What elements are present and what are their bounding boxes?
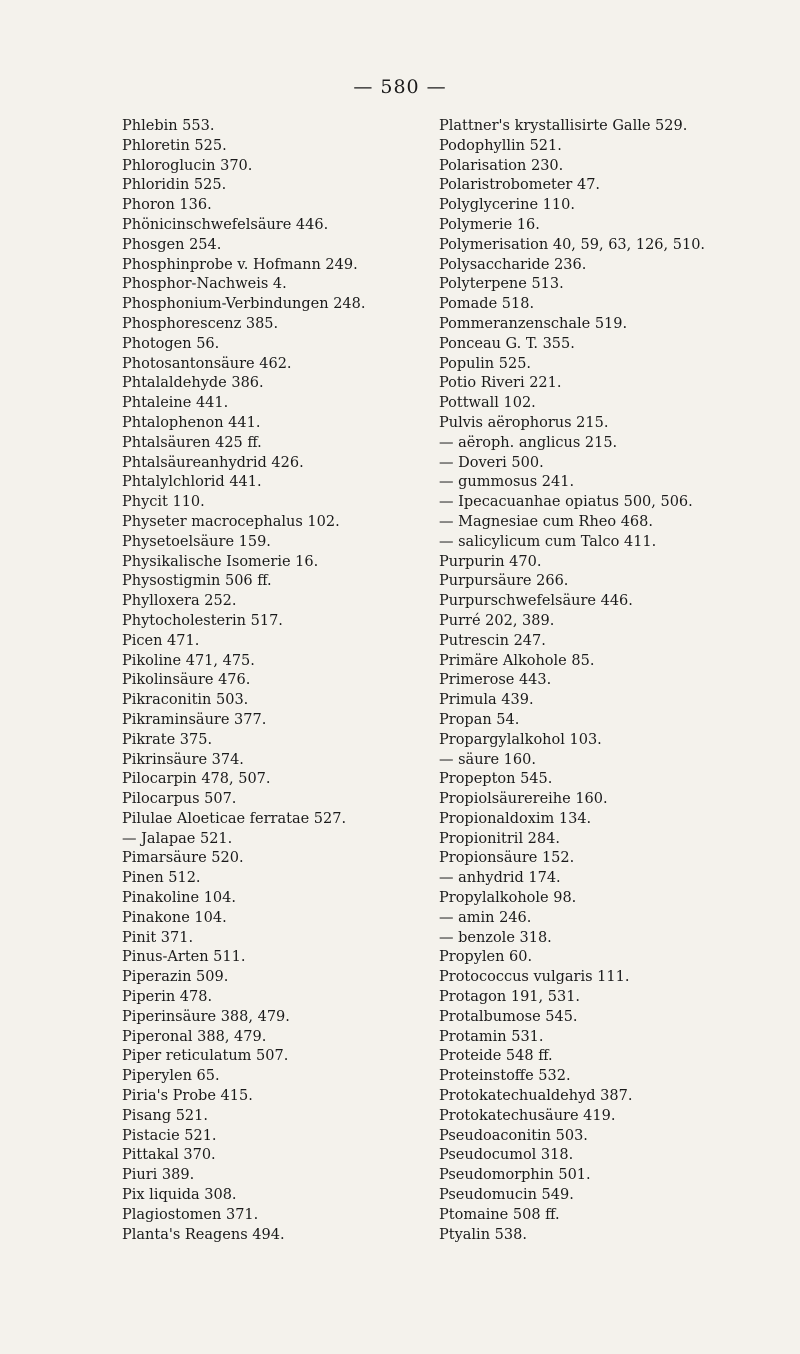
index-entry: Pikraconitin 503. xyxy=(122,692,249,709)
index-entry: Phtalaldehyde 386. xyxy=(122,375,264,392)
index-entry: Pseudomorphin 501. xyxy=(439,1167,591,1184)
index-entry: Primerose 443. xyxy=(439,672,552,689)
index-entry: Polysaccharide 236. xyxy=(439,256,587,273)
index-entry: Pittakal 370. xyxy=(122,1147,216,1164)
index-entry: Propylalkohole 98. xyxy=(439,890,577,907)
index-entry: Phosphonium-Verbindungen 248. xyxy=(122,296,366,313)
index-entry: Piperinsäure 388, 479. xyxy=(122,1008,290,1025)
index-entry: Purré 202, 389. xyxy=(439,612,555,629)
index-entry: Pottwall 102. xyxy=(439,395,536,412)
index-entry: Pistacie 521. xyxy=(122,1127,217,1144)
index-entry: Pilocarpus 507. xyxy=(122,791,237,808)
index-entry: Piper reticulatum 507. xyxy=(122,1048,289,1065)
index-entry: Pomade 518. xyxy=(439,296,535,313)
index-entry: Phytocholesterin 517. xyxy=(122,612,283,629)
index-entry: Pisang 521. xyxy=(122,1107,208,1124)
index-entry: Pseudoaconitin 503. xyxy=(439,1127,588,1144)
index-entry: Pseudomucin 549. xyxy=(439,1187,574,1204)
index-entry: Protokatechusäure 419. xyxy=(439,1107,616,1124)
index-entry: Phtalophenon 441. xyxy=(122,414,261,431)
index-entry: — gummosus 241. xyxy=(439,474,575,491)
index-entry: Propionitril 284. xyxy=(439,830,560,847)
index-entry: Potio Riveri 221. xyxy=(439,375,562,392)
index-entry: Polarisation 230. xyxy=(439,157,564,174)
index-entry: Piperylen 65. xyxy=(122,1068,220,1085)
index-entry: Pikrate 375. xyxy=(122,731,213,748)
index-entry: Phosphorescenz 385. xyxy=(122,315,279,332)
index-entry: Pinakoline 104. xyxy=(122,890,236,907)
index-column-left xyxy=(122,117,422,1245)
index-entry: — salicylicum cum Talco 411. xyxy=(439,533,657,550)
index-entry: Pseudocumol 318. xyxy=(439,1147,574,1164)
index-entry: Pinen 512. xyxy=(122,870,201,887)
index-entry: — säure 160. xyxy=(439,751,536,768)
index-entry: Protagon 191, 531. xyxy=(439,989,581,1006)
index-entry: — Jalapae 521. xyxy=(122,830,233,847)
index-entry: Ptomaine 508 ff. xyxy=(439,1206,560,1223)
index-entry: Phycit 110. xyxy=(122,494,205,511)
index-entry: Physostigmin 506 ff. xyxy=(122,573,272,590)
index-entry: Pilocarpin 478, 507. xyxy=(122,771,271,788)
index-entry: Purpurin 470. xyxy=(439,553,542,570)
index-entry: Phlebin 553. xyxy=(122,118,215,134)
index-entry: Propepton 545. xyxy=(439,771,553,788)
index-entry: Piperin 478. xyxy=(122,989,213,1006)
index-entry: Pinakone 104. xyxy=(122,909,227,926)
index-entry: Propionsäure 152. xyxy=(439,850,575,867)
index-entry: Phloretin 525. xyxy=(122,137,227,154)
index-entry: Propionaldoxim 134. xyxy=(439,810,592,827)
index-entry: Pulvis aërophorus 215. xyxy=(439,414,609,431)
index-entry: — amin 246. xyxy=(439,909,532,926)
index-entry: Physeter macrocephalus 102. xyxy=(122,513,340,530)
index-entry: — Ipecacuanhae opiatus 500, 506. xyxy=(439,494,693,511)
index-entry: Protamin 531. xyxy=(439,1028,544,1045)
index-entry: Phoron 136. xyxy=(122,197,212,214)
index-entry: Plattner's krystallisirte Galle 529. xyxy=(439,118,688,134)
index-entry: Pikolinsäure 476. xyxy=(122,672,251,689)
index-entry: Propiolsäurereihe 160. xyxy=(439,791,608,808)
index-entry: Piperonal 388, 479. xyxy=(122,1028,267,1045)
index-entry: — aëroph. anglicus 215. xyxy=(439,434,618,451)
index-entry: Pinit 371. xyxy=(122,929,194,946)
index-entry: — Doveri 500. xyxy=(439,454,544,471)
index-entry: Polymerisation 40, 59, 63, 126, 510. xyxy=(439,236,706,253)
index-entry: Purpursäure 266. xyxy=(439,573,569,590)
index-entry: Picen 471. xyxy=(122,632,200,649)
index-entry: Piuri 389. xyxy=(122,1167,195,1184)
index-entry: Phloridin 525. xyxy=(122,177,227,194)
index-entry: Propargylalkohol 103. xyxy=(439,731,602,748)
index-entry: Pimarsäure 520. xyxy=(122,850,244,867)
index-entry: Primäre Alkohole 85. xyxy=(439,652,595,669)
index-entry: Proteinstoffe 532. xyxy=(439,1068,571,1085)
index-entry: Primula 439. xyxy=(439,692,534,709)
index-entry: Pommeranzenschale 519. xyxy=(439,315,628,332)
index-entry: Polaristrobometer 47. xyxy=(439,177,601,194)
index-entry: Ponceau G. T. 355. xyxy=(439,335,575,352)
index-entry: Piria's Probe 415. xyxy=(122,1088,253,1105)
index-entry: Phosphor-Nachweis 4. xyxy=(122,276,287,293)
index-entry: — Magnesiae cum Rheo 468. xyxy=(439,513,653,530)
index-entry: Protococcus vulgaris 111. xyxy=(439,969,630,986)
index-entry: Protokatechualdehyd 387. xyxy=(439,1088,633,1105)
index-entry: Ptyalin 538. xyxy=(439,1226,527,1243)
index-entry: Polymerie 16. xyxy=(439,216,540,233)
index-entry: Phosphinprobe v. Hofmann 249. xyxy=(122,256,358,273)
index-entry: Propan 54. xyxy=(439,711,520,728)
index-entry: Phtaleine 441. xyxy=(122,395,229,412)
index-entry: Proteide 548 ff. xyxy=(439,1048,553,1065)
index-entry: Pinus-Arten 511. xyxy=(122,949,246,966)
index-entry: Physetoelsäure 159. xyxy=(122,533,271,550)
index-entry: — anhydrid 174. xyxy=(439,870,561,887)
index-entry: Polyglycerine 110. xyxy=(439,197,575,214)
index-entry: Populin 525. xyxy=(439,355,532,372)
index-entry: Phloroglucin 370. xyxy=(122,157,253,174)
index-entry: Phylloxera 252. xyxy=(122,593,237,610)
index-entry: Piperazin 509. xyxy=(122,969,229,986)
index-entry: Photogen 56. xyxy=(122,335,220,352)
index-column-right xyxy=(439,117,759,1245)
index-entry: Pikraminsäure 377. xyxy=(122,711,267,728)
index-entry: Purpurschwefelsäure 446. xyxy=(439,593,633,610)
index-entry: — benzole 318. xyxy=(439,929,552,946)
index-entry: Phtalylchlorid 441. xyxy=(122,474,262,491)
index-entry: Pilulae Aloeticae ferratae 527. xyxy=(122,810,347,827)
index-entry: Plagiostomen 371. xyxy=(122,1206,259,1223)
index-entry: Planta's Reagens 494. xyxy=(122,1226,285,1243)
index-entry: Pikoline 471, 475. xyxy=(122,652,255,669)
index-entry: Physikalische Isomerie 16. xyxy=(122,553,319,570)
index-entry: Pikrinsäure 374. xyxy=(122,751,244,768)
index-entry: Phosgen 254. xyxy=(122,236,222,253)
index-entry: Protalbumose 545. xyxy=(439,1008,578,1025)
index-entry: Phtalsäureanhydrid 426. xyxy=(122,454,304,471)
index-entry: Phtalsäuren 425 ff. xyxy=(122,434,262,451)
index-entry: Polyterpene 513. xyxy=(439,276,564,293)
index-entry: Pix liquida 308. xyxy=(122,1187,237,1204)
index-entry: Podophyllin 521. xyxy=(439,137,562,154)
index-entry: Propylen 60. xyxy=(439,949,533,966)
index-entry: Phönicinschwefelsäure 446. xyxy=(122,216,329,233)
index-entry: Putrescin 247. xyxy=(439,632,546,649)
index-entry: Photosantonsäure 462. xyxy=(122,355,292,372)
page-number: — 580 — xyxy=(353,76,447,98)
